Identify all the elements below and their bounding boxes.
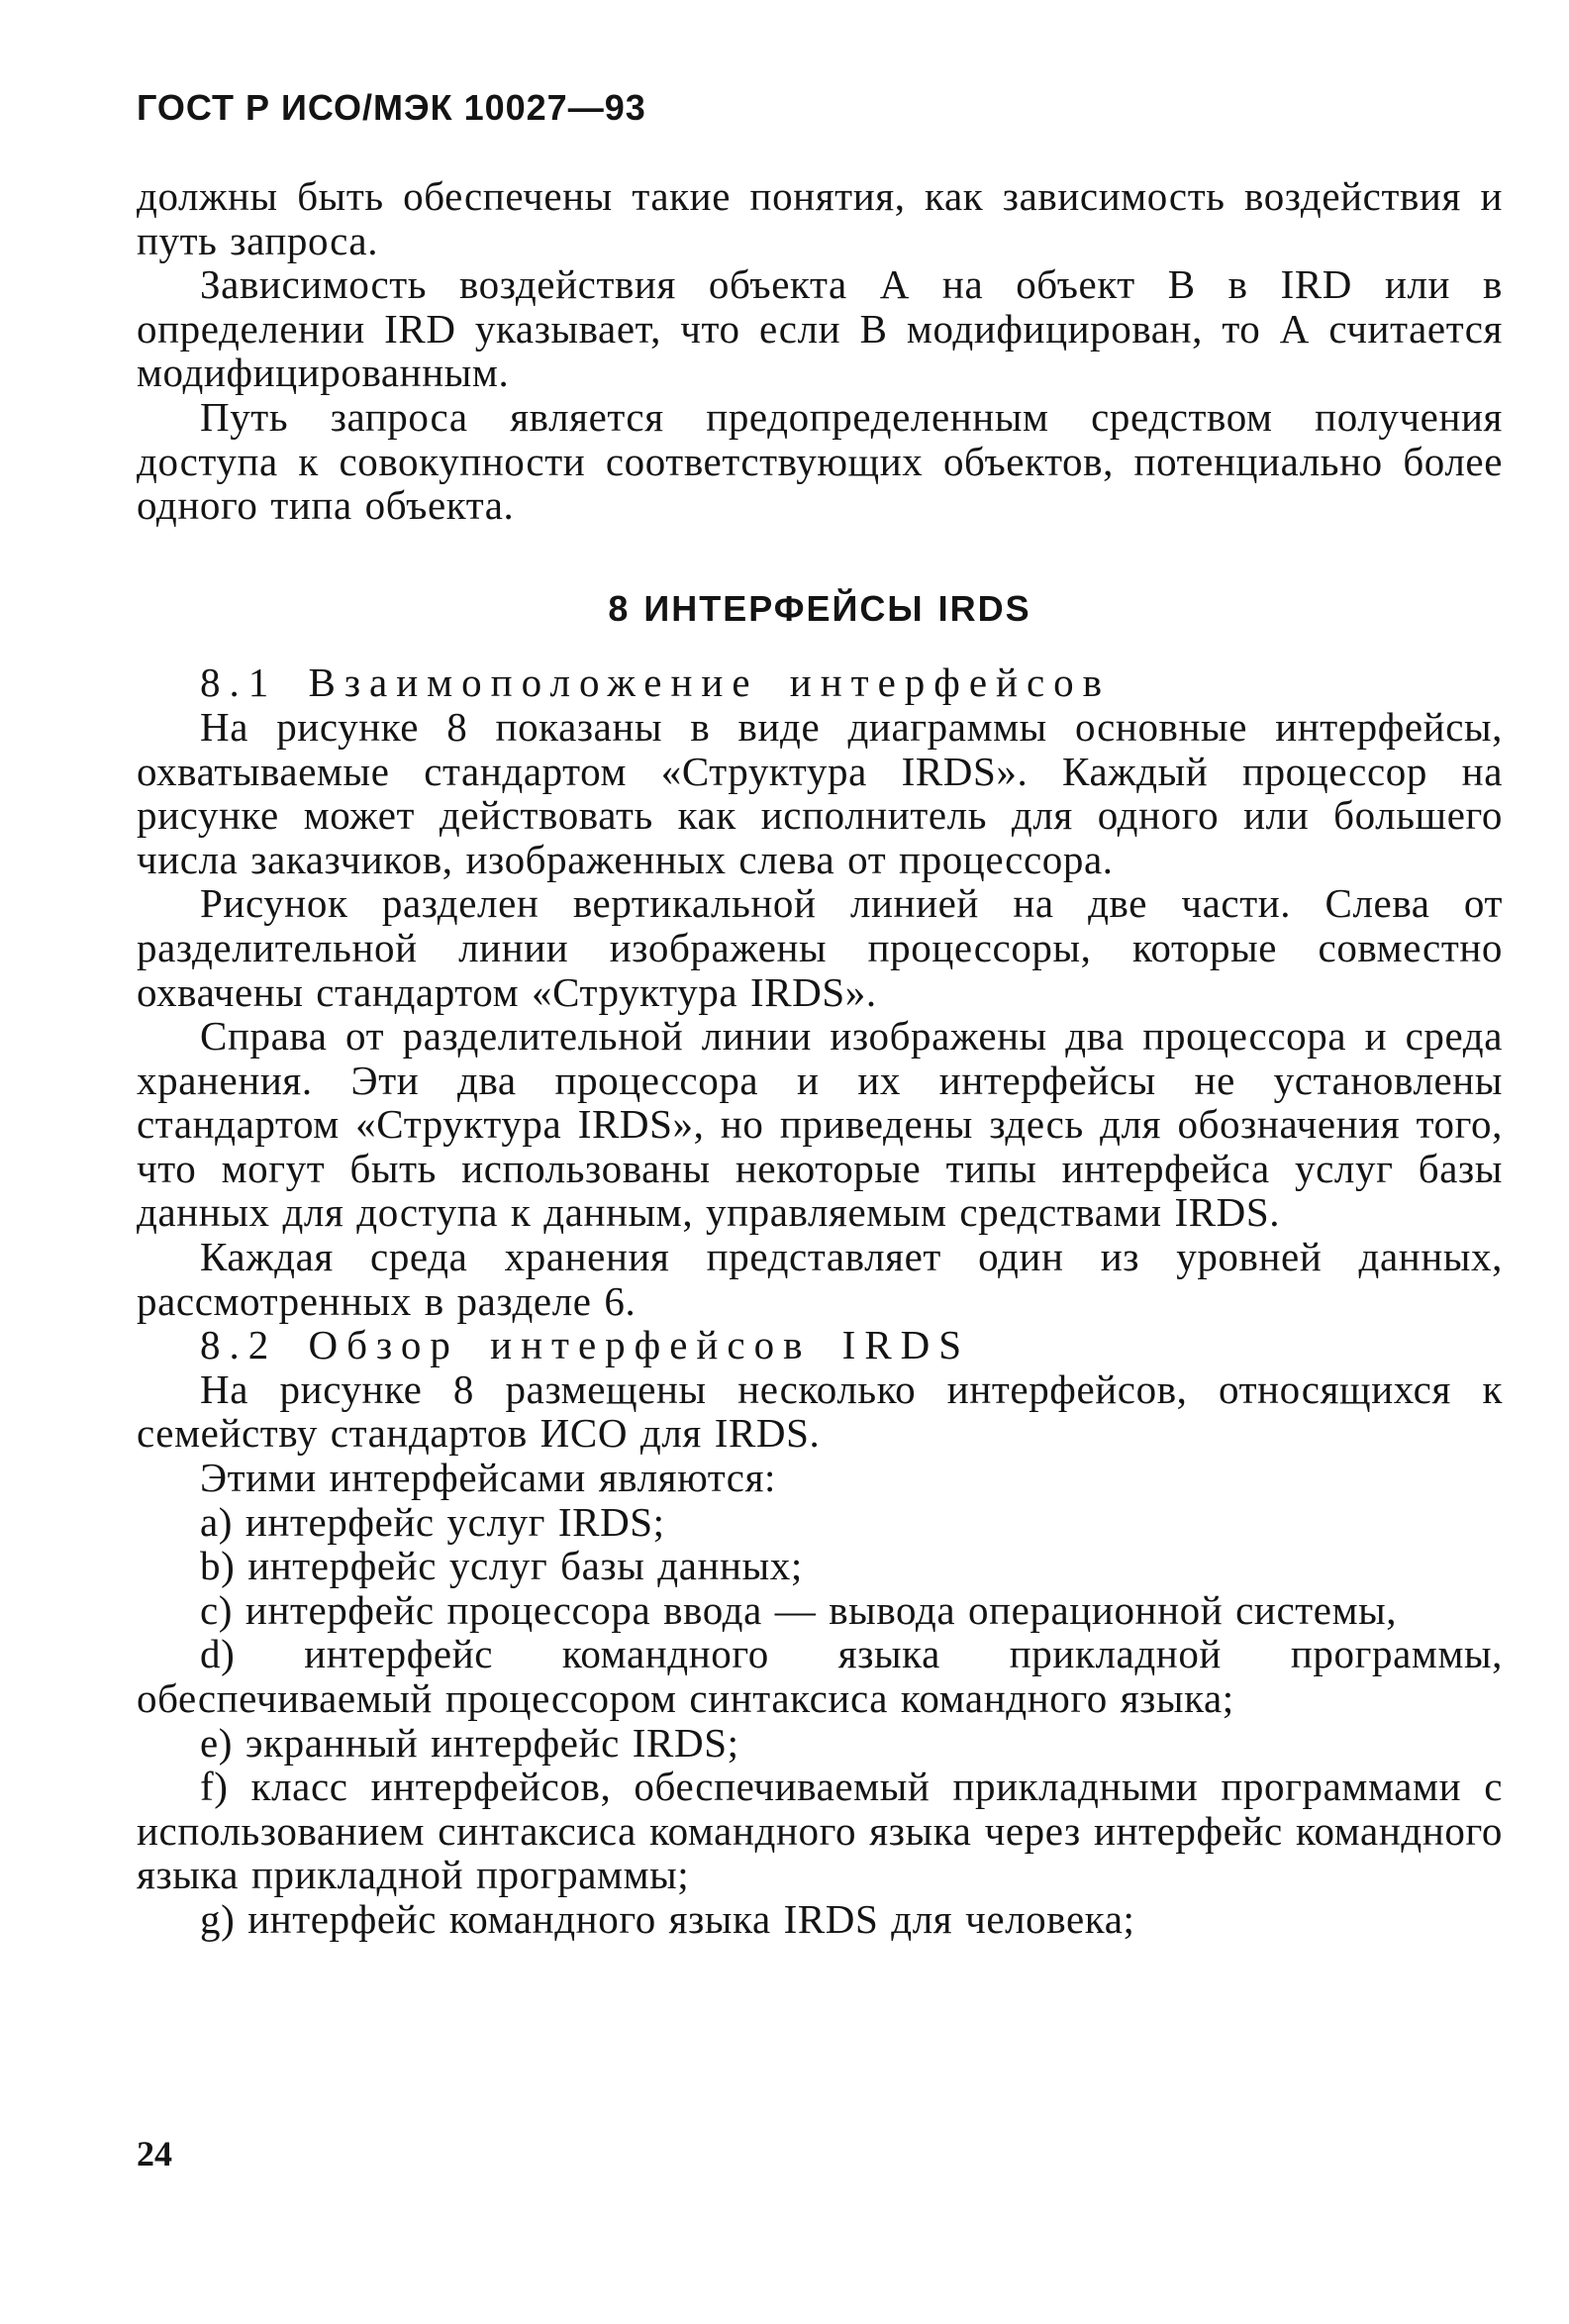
page-number: 24 <box>137 2134 172 2173</box>
list-item: c) интерфейс процессора ввода — вывода операционной системы, <box>200 1586 1398 1633</box>
paragraph: Справа от разделительной линии изображены два процессора и среда хранения. Эти два процессора и их интерфейсы не установлены стандартом «Структура IRDS», но приведены здесь для обозначения того, что могут быть использованы некоторые типы интерфейса услуг базы данных для доступа к данным, управляемым средствами IRDS. <box>137 1013 1503 1236</box>
paragraph: На рисунке 8 размещены несколько интерфейсов, относящихся к семейству стандартов ИСО для IRDS. <box>137 1365 1503 1457</box>
list-item: g) интерфейс командного языка IRDS для человека; <box>200 1895 1135 1942</box>
paragraph: Путь запроса является предопределенным средством получения доступа к совокупности соответствующих объектов, потенциально более одного типа объекта. <box>137 393 1503 529</box>
subsection-heading: 8.2 Обзор интерфейсов IRDS <box>200 1322 971 1368</box>
list-item: b) интерфейс услуг базы данных; <box>200 1543 803 1589</box>
paragraph: должны быть обеспечены такие понятия, как зависимость воздействия и путь запроса. <box>137 173 1503 263</box>
paragraph: На рисунке 8 показаны в виде диаграммы основные интерфейсы, охватываемые стандартом «Структура IRDS». Каждый процессор на рисунке может действовать как исполнитель для одного или большего числа заказчиков, изображенных слева от процессора. <box>137 703 1503 882</box>
list-item: e) экранный интерфейс IRDS; <box>200 1719 739 1766</box>
list-item: a) интерфейс услуг IRDS; <box>200 1498 665 1545</box>
running-header: ГОСТ Р ИСО/МЭК 10027—93 <box>137 87 646 128</box>
paragraph: Этими интерфейсами являются: <box>200 1455 777 1501</box>
paragraph: Зависимость воздействия объекта А на объект В в IRD или в определении IRD указывает, что если В модифицирован, то А считается модифицированным. <box>137 261 1503 396</box>
page-body <box>137 174 1503 1942</box>
list-item: f) класс интерфейсов, обеспечиваемый прикладными программами с использованием синтаксиса командного языка через интерфейс командного языка прикладной программы; <box>137 1764 1503 1898</box>
subsection-heading: 8.1 Взаимоположение интерфейсов <box>200 659 1112 706</box>
paragraph: Рисунок разделен вертикальной линией на две части. Слева от разделительной линии изображены процессоры, которые совместно охвачены стандартом «Структура IRDS». <box>137 880 1503 1015</box>
list-item: d) интерфейс командного языка прикладной программы, обеспечиваемый процессором синтаксиса командного языка; <box>137 1631 1503 1721</box>
paragraph: Каждая среда хранения представляет один из уровней данных, рассмотренных в разделе 6. <box>137 1234 1503 1324</box>
section-heading: 8 ИНТЕРФЕЙСЫ IRDS <box>608 587 1031 629</box>
